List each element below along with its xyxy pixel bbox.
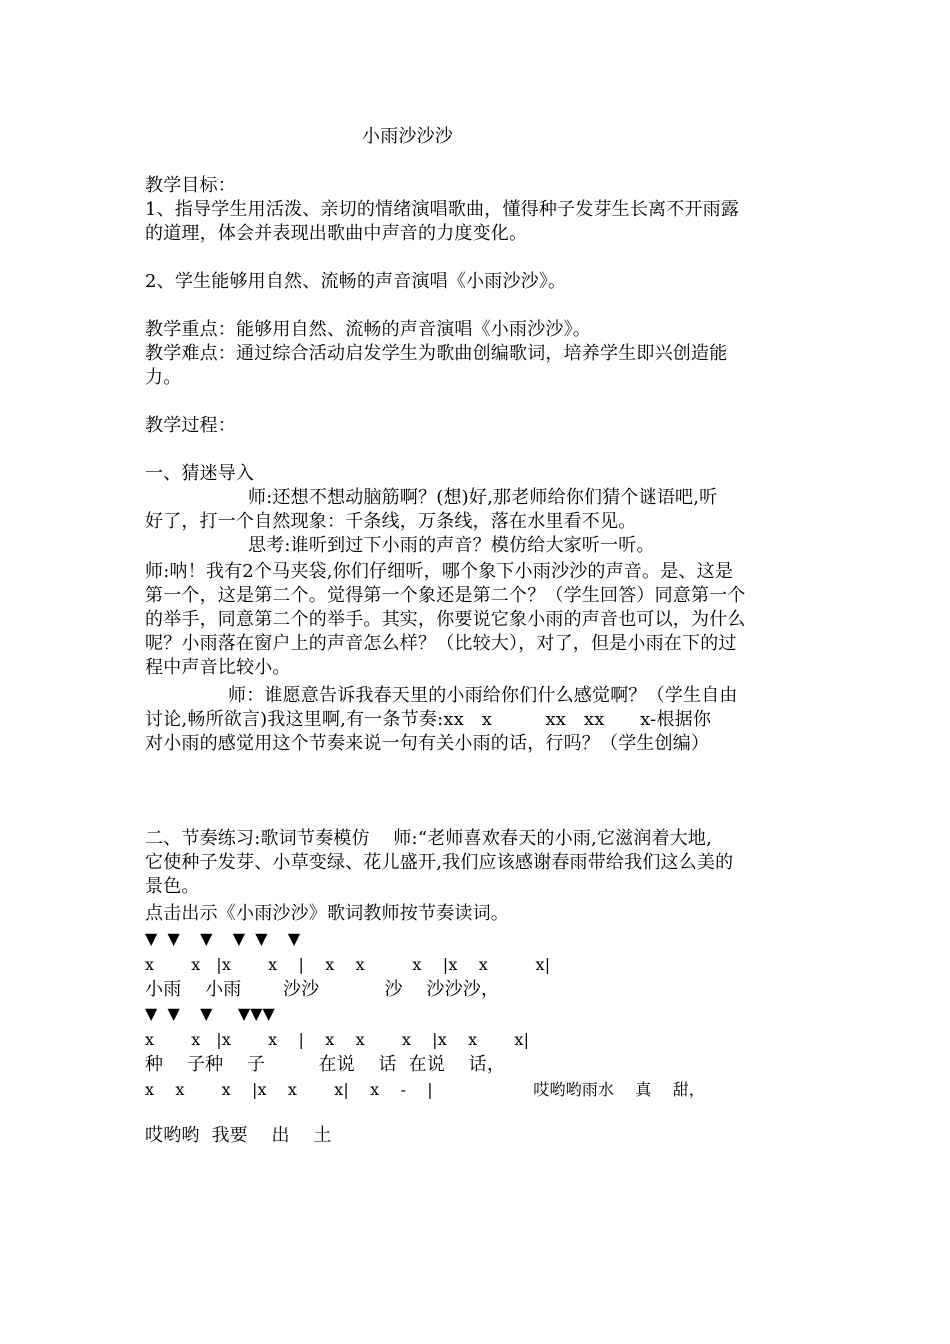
difficulty-line-2: 力。 [145, 367, 182, 388]
objective-1-line-1: 1、指导学生用活泼、亲切的情绪演唱歌曲，懂得种子发芽生长离不开雨露 [145, 199, 740, 220]
rhythm-notation-row: x x |x x | x x x |x x x| [145, 955, 551, 974]
objective-2: 2、学生能够用自然、流畅的声音演唱《小雨沙沙》。 [145, 271, 567, 292]
lyrics-row: 种 子种 子 在说 话 在说 话， [145, 1054, 506, 1075]
section-1-line: 师:还想不想动脑筋啊？(想)好,那老师给你们猜个谜语吧,听 [248, 487, 718, 508]
rhythm-notation-row: x x |x x | x x x |x x x| [145, 1030, 530, 1049]
section-1-line: 师:呐！我有2个马夹袋,你们仔细听，哪个象下小雨沙沙的声音。是、这是 [145, 561, 734, 582]
section-1-line: 的举手，同意第二个的举手。其实，你要说它象小雨的声音也可以，为什么 [145, 609, 746, 630]
section-2-line: 点击出示《小雨沙沙》歌词教师按节奏读词。 [145, 903, 509, 924]
objective-1-line-2: 的道理，体会并表现出歌曲中声音的力度变化。 [145, 223, 528, 244]
section-2-line: 二、节奏练习:歌词节奏模仿 师:“老师喜欢春天的小雨,它滋润着大地, [145, 828, 713, 849]
difficulty-line-1: 教学难点：通过综合活动启发学生为歌曲创编歌词，培养学生即兴创造能 [145, 343, 728, 364]
section-1-line: 对小雨的感觉用这个节奏来说一句有关小雨的话，行吗？（学生创编） [145, 733, 710, 754]
section-1-heading: 一、猜迷导入 [145, 463, 255, 484]
accent-marks-row: ▼ ▼ ▼ ▼▼▼ [145, 1004, 275, 1023]
section-1-line: 呢？小雨落在窗户上的声音怎么样？（比较大），对了，但是小雨在下的过 [145, 633, 737, 654]
section-1-line: 第一个，这是第二个。觉得第一个象还是第二个？（学生回答）同意第一个 [145, 585, 746, 606]
section-1-line: 师：谁愿意告诉我春天里的小雨给你们什么感觉啊？（学生自由 [228, 685, 738, 706]
rhythm-lyrics-row: x x x |x x x| x - | 哎哟哟雨水 真 甜， [145, 1080, 706, 1099]
objectives-heading: 教学目标： [145, 175, 236, 196]
accent-marks-row: ▼ ▼ ▼ ▼ ▼ ▼ [145, 929, 301, 948]
lyrics-row: 哎哟哟 我要 出 土 [145, 1125, 332, 1146]
section-2-line: 景色。 [145, 876, 200, 897]
process-heading: 教学过程： [145, 415, 236, 436]
key-point: 教学重点：能够用自然、流畅的声音演唱《小雨沙沙》。 [145, 319, 591, 340]
section-1-line: 程中声音比较小。 [145, 657, 291, 678]
section-1-line: 讨论,畅所欲言)我这里啊,有一条节奏:xx x xx xx x-根据你 [145, 709, 712, 730]
section-1-line: 好了，打一个自然现象：千条线，万条线，落在水里看不见。 [145, 511, 637, 532]
lyrics-row: 小雨 小雨 沙沙 沙 沙沙沙， [145, 979, 500, 1000]
document-title: 小雨沙沙沙 [362, 126, 453, 147]
section-1-line: 思考:谁听到过下小雨的声音？模仿给大家听一听。 [248, 535, 655, 556]
section-2-line: 它使种子发芽、小草变绿、花儿盛开,我们应该感谢春雨带给我们这么美的 [145, 852, 734, 873]
